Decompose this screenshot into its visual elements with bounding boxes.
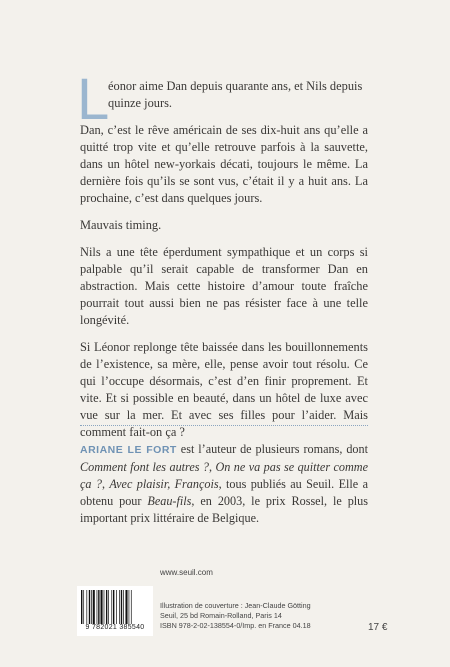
author-work-2: On ne va pas se quitter comme ça ? [80, 460, 369, 491]
author-text-4: , tous publiés au Seuil. Elle a obtenu pour [80, 477, 368, 508]
author-work-1: Comment font les autres ? [80, 460, 210, 474]
blurb [77, 62, 368, 451]
author-bio [80, 441, 368, 527]
barcode [77, 586, 153, 636]
publisher-url: www.seuil.com [160, 568, 213, 577]
blurb-paragraph-5: Si Léonor replonge tête baissée dans les bouillonnements de l’existence, sa mère, elle, pense avoir tout résolu. Ce qui l’occupe désormais, c’est d’en finir proprement. Et vite. Et si possible en beauté, dans un hôtel de luxe avec vue sur la mer. Et avec ses filles pour l’aider. Mais comment fait-on ça ? [80, 340, 368, 439]
author-text-1: est l’auteur de plusieurs romans, dont [176, 442, 368, 456]
blurb-paragraph-4: Nils a une tête éperdument sympathique et un corps si palpable qu’il serait capable de transformer Dan en abstraction. Mais cette histoire d’amour toute fraîche pourrait tout aussi bien ne pas résister face à une telle longévité. [80, 245, 368, 327]
dotted-separator [80, 425, 368, 426]
price: 17 € [368, 622, 388, 633]
blurb-paragraph-1 [77, 67, 368, 132]
author-work-3: Avec plaisir, François [109, 477, 219, 491]
credit-isbn: ISBN 978-2-02-138554-0/Imp. en France 04.18 [160, 621, 311, 630]
drop-cap: L [77, 67, 110, 132]
blurb-paragraph-2: Dan, c’est le rêve américain de ses dix-huit ans qu’elle a quitté trop vite et qu’elle retrouve parfois à la sauvette, dans un hôtel new-yorkais décati, toujours le même. La dernière fois qu’ils se sont vus, c’était il y a huit ans. La prochaine, c’est dans quelques jours. [80, 123, 368, 205]
barcode-number: 9 782021 385540 [85, 624, 145, 631]
credits [160, 601, 370, 631]
blurb-p1-line1: éonor aime Dan depuis quarante ans, et Nils depuis [108, 79, 363, 93]
blurb-p1-line2: quinze jours. [108, 96, 173, 110]
author-name: ARIANE LE FORT [80, 444, 177, 456]
author-text-2: , [209, 460, 216, 474]
blurb-paragraph-3: Mauvais timing. [80, 218, 162, 232]
author-work-4: Beau-fils [147, 494, 192, 508]
credit-illustration: Illustration de couverture : Jean-Claude Götting [160, 601, 311, 610]
author-text-5: , en 2003, le prix Rossel, le plus important prix littéraire de Belgique. [80, 494, 369, 525]
author-text-3: , [101, 477, 110, 491]
credit-publisher-address: Seuil, 25 bd Romain-Rolland, Paris 14 [160, 611, 282, 620]
barcode-icon [81, 590, 149, 624]
